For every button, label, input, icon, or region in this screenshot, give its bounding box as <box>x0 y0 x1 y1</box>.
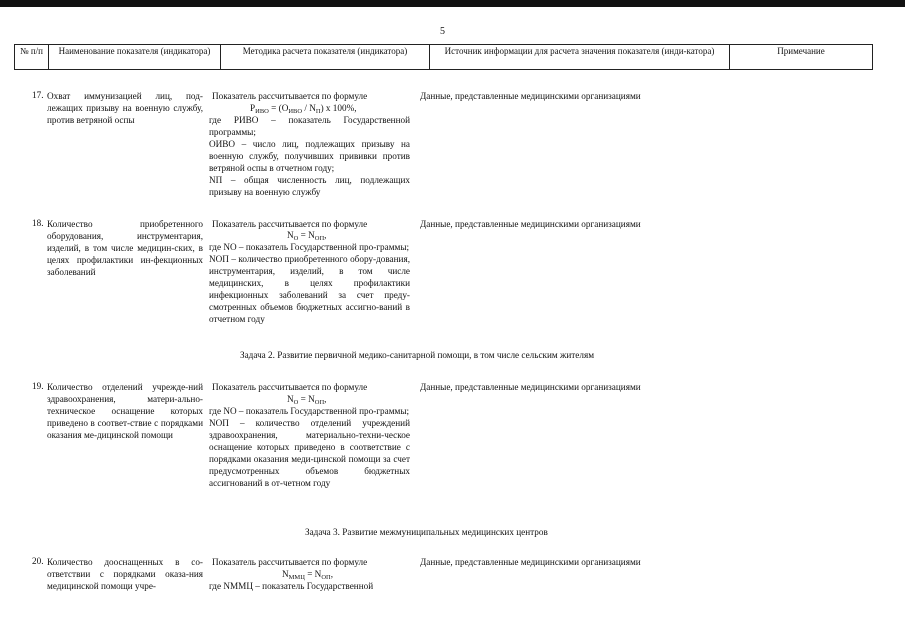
row-20-formula: $N_{ММЦ} = N_{ОП}$, <box>282 569 334 581</box>
table-header <box>14 44 873 70</box>
row-20-description <box>209 580 410 592</box>
row-17-description <box>209 114 410 198</box>
row-19-number: 19. <box>32 381 44 391</box>
row-18-number: 18. <box>32 218 44 228</box>
header-name: Наименование показателя (индикатора) <box>49 45 221 69</box>
row-19-source: Данные, представленные медицинскими организациями <box>420 382 641 392</box>
row-17-source: Данные, представленные медицинскими организациями <box>420 91 641 101</box>
row-17-formula-intro: Показатель рассчитывается по формуле <box>212 91 368 101</box>
row-19-formula-intro: Показатель рассчитывается по формуле <box>212 382 368 392</box>
row-18-line-2: NОП – количество приобретенного обору-дования, инструментария, изделий, в том числе медицинских, в целях профилактики инфекционных заболеваний за счет преду-смотренных объемов бюджетных ассигно-ваний в отчетном году <box>209 254 410 324</box>
task-2-heading: Задача 2. Развитие первичной медико-санитарной помощи, в том числе сельским жителям <box>240 350 595 360</box>
row-18-source: Данные, представленные медицинскими организациями <box>420 219 641 229</box>
header-source: Источник информации для расчета значения показателя (инди-катора) <box>430 45 730 69</box>
row-19-formula: $N_O = N_{ОП}$, <box>287 394 327 406</box>
row-17-name: Охват иммунизацией лиц, под-лежащих призыву на военную службу, против ветряной оспы <box>47 91 203 125</box>
row-18-line-1: где NO – показатель Государственной про-граммы; <box>209 242 410 252</box>
row-18-description <box>209 241 410 325</box>
row-17-number: 17. <box>32 90 44 100</box>
row-19-line-2: NОП – количество отделений учреждений здравоохранения, материально-техни-ческое оснащение которых приведено в соответствие с порядками оказания меди-цинской помощи за счет предусмотренных объемов бюджетных ассигнований в от-четном году <box>209 418 410 488</box>
row-18-formula-intro: Показатель рассчитывается по формуле <box>212 219 368 229</box>
header-num: № п/п <box>15 45 49 69</box>
header-method: Методика расчета показателя (индикатора) <box>221 45 430 69</box>
row-17-line-3: NП – общая численность лиц, подлежащих призыву на военную службу <box>209 175 410 197</box>
row-20-line-1: где NММЦ – показатель Государственной <box>209 581 374 591</box>
row-20-source: Данные, представленные медицинскими организациями <box>420 557 641 567</box>
row-20-formula-intro: Показатель рассчитывается по формуле <box>212 557 368 567</box>
row-18-formula: $N_O = N_{ОП}$, <box>287 230 327 242</box>
row-17-formula: $Р_{ИВО} = (О_{ИВО} / N_П)$ x 100%, <box>250 103 357 115</box>
row-18-name: Количество приобретенного оборудования, инструментария, изделий, в том числе медицин-ских, в целях профилактики ин-фекционных заболеваний <box>47 219 203 277</box>
task-3-heading: Задача 3. Развитие межмуниципальных медицинских центров <box>305 527 548 537</box>
row-17-line-1: где РИВО – показатель Государственной программы; <box>209 115 410 137</box>
top-border-bar <box>0 0 905 7</box>
row-20-name: Количество дооснащенных в со-ответствии с порядками оказа-ния медицинской помощи учре- <box>47 557 203 591</box>
header-note: Примечание <box>730 45 873 69</box>
row-19-line-1: где NO – показатель Государственной про-граммы; <box>209 406 410 416</box>
row-17-line-2: ОИВО – число лиц, подлежащих призыву на военную службу, получивших прививки против ветряной оспы в отчетном году; <box>209 139 410 173</box>
row-19-name: Количество отделений учрежде-ний здравоохранения, матери-ально-техническое оснащение которых приведено в соответ-ствие с порядками оказания ме-дицинской помощи <box>47 382 203 440</box>
page-number: 5 <box>440 26 445 37</box>
row-20-number: 20. <box>32 556 44 566</box>
row-19-description <box>209 405 410 489</box>
